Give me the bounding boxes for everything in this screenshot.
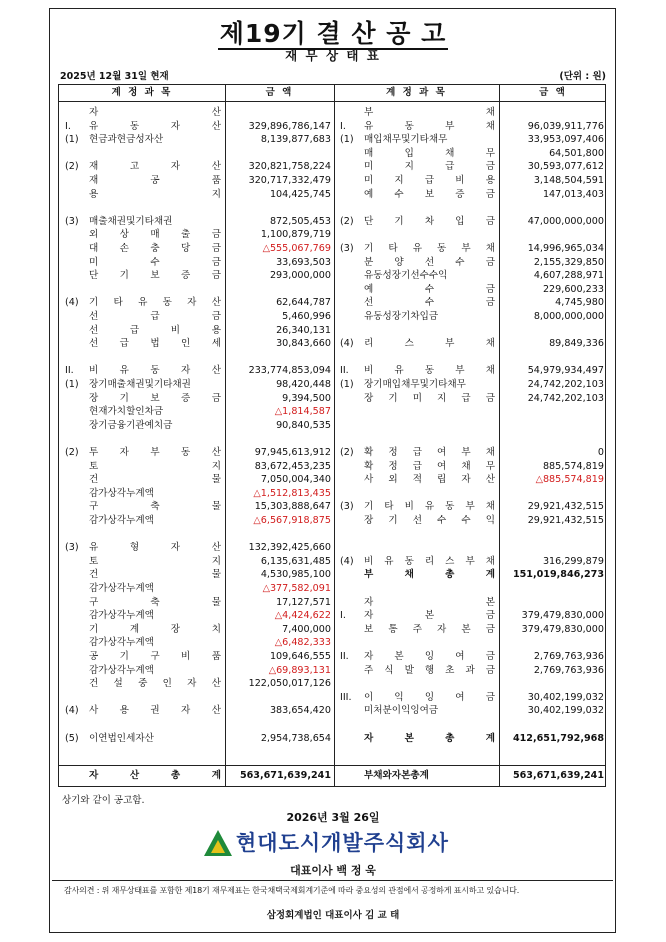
row-label: 부 채 xyxy=(364,107,495,118)
row-amount: 383,654,420 xyxy=(269,705,331,717)
total-liab-equity-label: 부채와자본총계 xyxy=(364,770,429,781)
row-index: (4) xyxy=(340,555,354,567)
row-amount: 30,402,199,032 xyxy=(527,705,604,717)
row-amount: △69,893,131 xyxy=(268,664,331,676)
total-liab-equity-amount: 563,671,639,241 xyxy=(512,770,604,781)
row-label: 유 동 부 채 xyxy=(364,120,495,132)
row-label: 현금과현금성자산 xyxy=(89,134,164,146)
row-label: 감가상각누계액 xyxy=(89,637,154,649)
company-name: 현대도시개발주식회사 xyxy=(236,831,449,855)
row-amount: 109,646,555 xyxy=(269,651,331,662)
row-amount: 89,849,336 xyxy=(549,338,604,350)
row-amount: 2,954,738,654 xyxy=(260,732,331,744)
row-amount: 29,921,432,515 xyxy=(527,501,604,513)
row-label: 유 형 자 산 xyxy=(89,542,221,554)
notice-closing: 상기와 같이 공고함. xyxy=(62,795,145,806)
row-amount: 8,000,000,000 xyxy=(533,311,604,322)
row-amount: 872,505,453 xyxy=(269,215,331,227)
row-label: 비 유 동 리 스 부 채 xyxy=(364,555,495,567)
row-amount: 0 xyxy=(597,447,604,458)
row-amount: 229,600,233 xyxy=(542,283,604,295)
table-header xyxy=(59,85,605,102)
row-label: 확 정 급 여 채 무 xyxy=(364,460,495,472)
row-label: 미처분이익잉여금 xyxy=(364,705,439,717)
row-amount: 379,479,830,000 xyxy=(521,610,604,622)
row-label: 건 물 xyxy=(89,569,221,581)
row-amount: 30,593,077,612 xyxy=(527,161,604,173)
row-amount: 122,050,017,126 xyxy=(248,678,331,690)
row-index: (4) xyxy=(340,338,354,350)
row-label: 주 식 발 행 초 과 금 xyxy=(364,664,495,676)
row-label: 자 산 xyxy=(89,107,221,118)
row-label: 선 수 금 xyxy=(364,297,495,309)
notice-date: 2026년 3월 26일 xyxy=(286,811,380,824)
row-label: 단 기 보 증 금 xyxy=(89,270,221,282)
row-amount: 64,501,800 xyxy=(549,147,604,159)
row-amount: △1,814,587 xyxy=(274,406,331,418)
row-index: (1) xyxy=(65,379,79,390)
row-label: 미 지 급 금 xyxy=(364,161,495,173)
row-label: 자 본 총 계 xyxy=(364,732,495,744)
row-amount: 4,530,985,100 xyxy=(260,569,331,581)
row-index: II. xyxy=(340,365,349,377)
header-amount-left: 금 액 xyxy=(265,87,294,98)
row-label: 자 본 금 xyxy=(364,610,495,622)
row-index: III. xyxy=(340,691,352,703)
divider xyxy=(499,85,500,786)
row-label: 선 급 법 인 세 xyxy=(89,338,221,350)
row-label: 장 기 보 증 금 xyxy=(89,392,221,404)
row-amount: △4,424,622 xyxy=(274,610,331,622)
row-index: (3) xyxy=(340,243,354,254)
company-logo xyxy=(203,827,483,859)
statement-subtitle: 재 무 상 태 표 xyxy=(285,48,381,63)
row-amount: 33,953,097,406 xyxy=(527,134,604,146)
row-amount: 33,693,503 xyxy=(276,256,331,268)
totals-divider xyxy=(59,765,605,766)
row-label: 감가상각누계액 xyxy=(89,583,154,594)
row-amount: 90,840,535 xyxy=(276,419,331,431)
divider xyxy=(334,85,335,786)
row-amount: 29,921,432,515 xyxy=(527,515,604,526)
row-label: 유 동 자 산 xyxy=(89,120,221,132)
row-index: (4) xyxy=(65,297,79,309)
row-amount: 233,774,853,094 xyxy=(248,365,331,377)
balance-sheet-table xyxy=(58,84,606,787)
row-amount: 147,013,403 xyxy=(542,188,604,200)
row-amount: 2,155,329,850 xyxy=(533,256,604,268)
notice-title: 제19기 결 산 공 고 xyxy=(219,19,447,48)
row-amount: △555,067,769 xyxy=(262,243,331,254)
header-amount-right: 금 액 xyxy=(539,87,567,98)
row-label: 이 익 잉 여 금 xyxy=(364,691,495,703)
row-index: (3) xyxy=(340,501,354,513)
row-label: 매 입 채 무 xyxy=(364,147,495,159)
row-index: I. xyxy=(340,120,346,132)
header-account-left: 계 정 과 목 xyxy=(111,87,173,98)
row-amount: 412,651,792,968 xyxy=(512,732,604,744)
row-index: (2) xyxy=(65,161,79,173)
triangle-logo-icon xyxy=(203,829,233,857)
row-label: 토 지 xyxy=(89,460,221,472)
row-amount: 24,742,202,103 xyxy=(527,379,604,390)
row-amount: 30,402,199,032 xyxy=(527,691,604,703)
row-label: 구 축 물 xyxy=(89,596,221,608)
row-label: 기 타 유 동 자 산 xyxy=(89,297,221,309)
row-label: 장 기 선 수 수 익 xyxy=(364,515,495,526)
row-amount: 8,139,877,683 xyxy=(260,134,331,146)
total-assets-label: 자 산 총 계 xyxy=(89,770,221,781)
row-index: I. xyxy=(65,120,71,132)
row-label: 재 공 품 xyxy=(89,175,221,186)
row-amount: 329,896,786,147 xyxy=(248,120,331,132)
row-amount: 7,400,000 xyxy=(282,623,331,635)
row-index: (4) xyxy=(65,705,79,717)
row-label: 자 본 xyxy=(364,596,495,608)
total-row-liabilities-equity xyxy=(334,769,607,782)
row-amount: △1,512,813,435 xyxy=(253,487,331,499)
row-amount: △377,582,091 xyxy=(262,583,331,594)
row-index: II. xyxy=(65,365,74,377)
row-amount: 15,303,888,647 xyxy=(254,501,331,513)
row-index: (1) xyxy=(340,134,354,146)
row-amount: 26,340,131 xyxy=(276,324,331,336)
ceo-signature: 대표이사 백 정 욱 xyxy=(290,864,376,877)
row-label: 감가상각누계액 xyxy=(89,610,154,622)
row-index: (5) xyxy=(65,732,79,744)
row-amount: 62,644,787 xyxy=(276,297,331,309)
row-label: 외 상 매 출 금 xyxy=(89,229,221,241)
row-label: 매입채무및기타채무 xyxy=(364,134,448,146)
audit-opinion: 감사의견 : 위 재무상태표를 포함한 제18기 재무제표는 한국채택국제회계기준에 따라 중요성의 관점에서 공정하게 표시하고 있습니다. xyxy=(64,886,520,895)
row-label: 부 채 총 계 xyxy=(364,569,495,581)
row-amount: 316,299,879 xyxy=(542,555,604,567)
row-amount: 2,769,763,936 xyxy=(533,664,604,676)
row-amount: 96,039,911,776 xyxy=(527,120,604,132)
row-amount: 98,420,448 xyxy=(276,379,331,390)
row-amount: 24,742,202,103 xyxy=(527,392,604,404)
row-amount: 104,425,745 xyxy=(269,188,331,200)
row-label: 사 외 적 립 자 산 xyxy=(364,474,495,486)
row-label: 선 급 비 용 xyxy=(89,324,221,336)
total-row-assets xyxy=(59,769,334,782)
row-label: 기 타 유 동 부 채 xyxy=(364,243,495,254)
row-amount: 54,979,934,497 xyxy=(527,365,604,377)
row-label: 장기금융기관예치금 xyxy=(89,419,173,431)
row-index: I. xyxy=(340,610,346,622)
row-amount: 9,394,500 xyxy=(282,392,331,404)
row-label: 공 기 구 비 품 xyxy=(89,651,221,662)
divider xyxy=(52,880,613,881)
row-label: 이연법인세자산 xyxy=(89,732,154,744)
row-label: 미 지 급 비 용 xyxy=(364,175,495,186)
row-amount: 2,769,763,936 xyxy=(533,651,604,662)
row-index: (1) xyxy=(65,134,79,146)
auditor-signature: 삼정회계법인 대표이사 김 교 태 xyxy=(266,910,400,921)
row-label: 토 지 xyxy=(89,555,221,567)
row-amount: 97,945,613,912 xyxy=(254,447,331,458)
row-amount: 1,100,879,719 xyxy=(260,229,331,241)
row-label: 사 용 권 자 산 xyxy=(89,705,221,717)
row-label: 건 물 xyxy=(89,474,221,486)
row-label: 감가상각누계액 xyxy=(89,487,154,499)
row-amount: 4,607,288,971 xyxy=(533,270,604,282)
row-amount: △885,574,819 xyxy=(535,474,604,486)
row-amount: 132,392,425,660 xyxy=(248,542,331,554)
row-label: 유동성장기선수수익 xyxy=(364,270,448,282)
row-label: 구 축 물 xyxy=(89,501,221,513)
row-label: 유동성장기차입금 xyxy=(364,311,439,322)
row-label: 재 고 자 산 xyxy=(89,161,221,173)
row-amount: 47,000,000,000 xyxy=(527,215,604,227)
row-label: 선 급 금 xyxy=(89,311,221,322)
row-amount: 3,148,504,591 xyxy=(533,175,604,186)
row-label: 매출채권및기타채권 xyxy=(89,215,173,227)
row-index: (2) xyxy=(340,215,354,227)
row-amount: 17,127,571 xyxy=(276,596,331,608)
row-amount: 885,574,819 xyxy=(542,460,604,472)
row-label: 자 본 잉 여 금 xyxy=(364,651,495,662)
row-label: 대 손 충 당 금 xyxy=(89,243,221,254)
row-label: 투 자 부 동 산 xyxy=(89,447,221,458)
row-amount: △6,567,918,875 xyxy=(253,515,331,526)
row-label: 장 기 미 지 급 금 xyxy=(364,392,495,404)
divider xyxy=(225,85,226,786)
row-label: 비 유 동 자 산 xyxy=(89,365,221,377)
row-amount: 6,135,631,485 xyxy=(260,555,331,567)
row-label: 감가상각누계액 xyxy=(89,515,154,526)
row-index: II. xyxy=(340,651,349,662)
row-amount: 4,745,980 xyxy=(555,297,604,309)
row-index: (1) xyxy=(340,379,354,390)
row-amount: 151,019,846,273 xyxy=(512,569,604,581)
row-label: 보 통 주 자 본 금 xyxy=(364,623,495,635)
report-date: 2025년 12월 31일 현재 xyxy=(60,71,169,82)
row-label: 장기매입채무및기타채무 xyxy=(364,379,466,390)
row-label: 기 타 비 유 동 부 채 xyxy=(364,501,495,513)
row-label: 리 스 부 채 xyxy=(364,338,495,350)
row-index: (2) xyxy=(65,447,79,458)
row-label: 건 설 중 인 자 산 xyxy=(89,678,221,690)
row-label: 장기매출채권및기타채권 xyxy=(89,379,191,390)
row-label: 기 계 장 치 xyxy=(89,623,221,635)
row-amount: 7,050,004,340 xyxy=(260,474,331,486)
row-label: 감가상각누계액 xyxy=(89,664,154,676)
unit-label: (단위 : 원) xyxy=(559,71,606,82)
total-assets-amount: 563,671,639,241 xyxy=(239,770,331,781)
row-label: 미 수 금 xyxy=(89,256,221,268)
row-label: 비 유 동 부 채 xyxy=(364,365,495,377)
row-label: 현재가치할인차금 xyxy=(89,406,164,418)
row-index: (3) xyxy=(65,542,79,554)
row-amount: 320,717,332,479 xyxy=(248,175,331,186)
row-index: (3) xyxy=(65,215,79,227)
row-amount: 293,000,000 xyxy=(269,270,331,282)
row-amount: 320,821,758,224 xyxy=(248,161,331,173)
row-amount: 5,460,996 xyxy=(282,311,331,322)
row-index: (2) xyxy=(340,447,354,458)
row-label: 분 양 선 수 금 xyxy=(364,256,495,268)
row-label: 확 정 급 여 부 채 xyxy=(364,447,495,458)
row-amount: △6,482,333 xyxy=(274,637,331,649)
row-amount: 379,479,830,000 xyxy=(521,623,604,635)
row-amount: 14,996,965,034 xyxy=(527,243,604,254)
row-amount: 83,672,453,235 xyxy=(254,460,331,472)
row-label: 용 지 xyxy=(89,188,221,200)
row-label: 예 수 금 xyxy=(364,283,495,295)
header-account-right: 계 정 과 목 xyxy=(386,87,447,98)
row-amount: 30,843,660 xyxy=(276,338,331,350)
row-label: 단 기 차 입 금 xyxy=(364,215,495,227)
row-label: 예 수 보 증 금 xyxy=(364,188,495,200)
